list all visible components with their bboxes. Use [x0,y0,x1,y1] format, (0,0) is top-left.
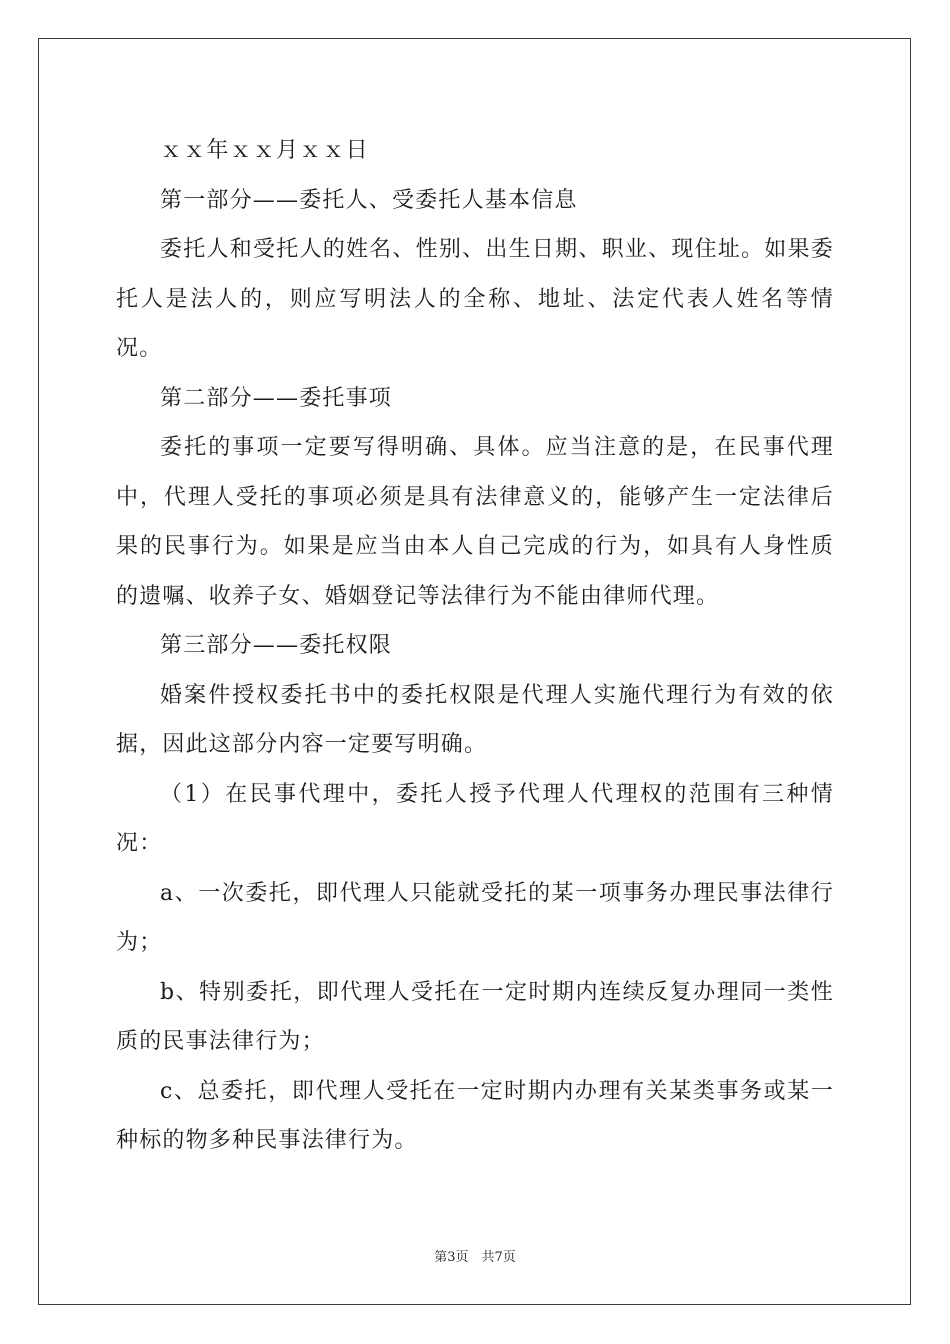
document-body [116,126,834,1166]
section-2-body: 委托的事项一定要写得明确、具体。应当注意的是，在民事代理中，代理人受托的事项必须是具有法律意义的，能够产生一定法律后果的民事行为。如果是应当由本人自己完成的行为，如具有人身性质的遗嘱、收养子女、婚姻登记等法律行为不能由律师代理。 [116,435,834,609]
scope-item-c: c、总委托，即代理人受托在一定时期内办理有关某类事务或某一种标的物多种民事法律行为。 [116,1078,834,1153]
scope-intro: （1）在民事代理中，委托人授予代理人代理权的范围有三种情况： [116,781,834,856]
scope-item-a: a、一次委托，即代理人只能就受托的某一项事务办理民事法律行为； [116,880,834,955]
section-1-body: 委托人和受托人的姓名、性别、出生日期、职业、现住址。如果委托人是法人的，则应写明法人的全称、地址、法定代表人姓名等情况。 [116,237,834,361]
section-heading-1: 第一部分——委托人、受委托人基本信息 [160,187,578,213]
page-number-footer: 第3页 共7页 [434,1250,516,1265]
section-3-body: 婚案件授权委托书中的委托权限是代理人实施代理行为有效的依据，因此这部分内容一定要写明确。 [116,682,834,757]
scope-item-b: b、特别委托，即代理人受托在一定时期内连续反复办理同一类性质的民事法律行为； [116,979,834,1054]
section-heading-2: 第二部分——委托事项 [160,385,393,411]
date-line: ｘｘ年ｘｘ月ｘｘ日 [160,138,369,163]
section-heading-3: 第三部分——委托权限 [160,633,393,658]
